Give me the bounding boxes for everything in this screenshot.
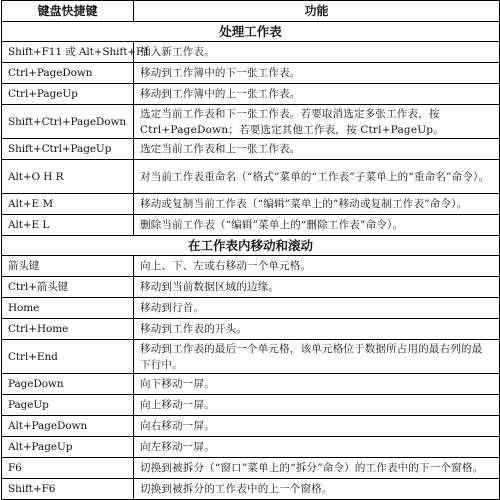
shortcut-function-cell: 向上移动一屏。 (134, 395, 500, 416)
key-column-header: 键盘快捷键 (2, 1, 134, 22)
shortcut-key-cell: 箭头键 (2, 256, 134, 277)
shortcut-key-cell: Alt+E L (2, 215, 134, 236)
table-row (2, 139, 500, 160)
shortcut-function-cell: 选定当前工作表和下一张工作表。若要取消选定多张工作表，按 Ctrl+PageDown；若要选定其他工作表，按 Ctrl+PageUp。 (134, 105, 500, 139)
shortcut-key-cell: F6 (2, 458, 134, 479)
table-row (2, 416, 500, 437)
shortcut-function-cell: 选定当前工作表和上一张工作表。 (134, 139, 500, 160)
shortcut-function-cell: 向下移动一屏。 (134, 374, 500, 395)
table-row (2, 298, 500, 319)
shortcut-key-cell: PageUp (2, 395, 134, 416)
shortcut-function-cell: 移动或复制当前工作表（“编辑”菜单上的“移动或复制工作表”命令）。 (134, 194, 500, 215)
shortcut-key-cell: Shift+F6 (2, 479, 134, 500)
shortcut-key-cell: Alt+E M (2, 194, 134, 215)
table-row (2, 479, 500, 500)
shortcut-key-cell: Alt+O H R (2, 160, 134, 194)
shortcut-key-cell: Alt+PageUp (2, 437, 134, 458)
shortcut-function-cell: 向左移动一屏。 (134, 437, 500, 458)
shortcut-key-cell: Home (2, 298, 134, 319)
table-row (2, 256, 500, 277)
section-title: 处理工作表 (2, 22, 500, 42)
shortcut-table (1, 0, 500, 500)
shortcut-function-cell: 移动到工作表的开头。 (134, 319, 500, 340)
shortcut-function-cell: 删除当前工作表（“编辑”菜单上的“删除工作表”命令）。 (134, 215, 500, 236)
table-row (2, 63, 500, 84)
table-row (2, 437, 500, 458)
shortcut-function-cell: 切换到被拆分的工作表中的上一个窗格。 (134, 479, 500, 500)
section-header-row (2, 22, 500, 42)
table-row (2, 277, 500, 298)
shortcut-function-cell: 移动到工作表的最后一个单元格，该单元格位于数据所占用的最右列的最下行中。 (134, 340, 500, 374)
table-row (2, 374, 500, 395)
table-row (2, 84, 500, 105)
shortcut-key-cell: PageDown (2, 374, 134, 395)
shortcut-function-cell: 移动到当前数据区域的边缘。 (134, 277, 500, 298)
shortcut-function-cell: 切换到被拆分（“窗口”菜单上的“拆分”命令）的工作表中的下一个窗格。 (134, 458, 500, 479)
table-row (2, 105, 500, 139)
section-header-row (2, 236, 500, 256)
shortcut-function-cell: 移动到行首。 (134, 298, 500, 319)
shortcut-key-cell: Ctrl+PageUp (2, 84, 134, 105)
shortcut-function-cell: 移动到工作簿中的上一张工作表。 (134, 84, 500, 105)
table-row (2, 160, 500, 194)
shortcut-function-cell: 对当前工作表重命名（“格式”菜单的“工作表”子菜单上的“重命名”命令）。 (134, 160, 500, 194)
shortcut-key-cell: Ctrl+PageDown (2, 63, 134, 84)
table-row (2, 458, 500, 479)
section-title: 在工作表内移动和滚动 (2, 236, 500, 256)
shortcut-key-cell: Ctrl+Home (2, 319, 134, 340)
shortcut-key-cell: Shift+F11 或 Alt+Shift+F1 (2, 42, 134, 63)
shortcut-function-cell: 移动到工作簿中的下一张工作表。 (134, 63, 500, 84)
table-row (2, 319, 500, 340)
function-column-header: 功能 (134, 1, 500, 22)
shortcut-function-cell: 插入新工作表。 (134, 42, 500, 63)
shortcut-key-cell: Ctrl+箭头键 (2, 277, 134, 298)
table-row (2, 340, 500, 374)
table-row (2, 42, 500, 63)
shortcut-function-cell: 向上、下、左或右移动一个单元格。 (134, 256, 500, 277)
shortcut-key-cell: Shift+Ctrl+PageUp (2, 139, 134, 160)
table-row (2, 395, 500, 416)
table-row (2, 194, 500, 215)
table-row (2, 215, 500, 236)
shortcut-function-cell: 向右移动一屏。 (134, 416, 500, 437)
table-header-row (2, 1, 500, 22)
shortcut-key-cell: Shift+Ctrl+PageDown (2, 105, 134, 139)
shortcut-key-cell: Alt+PageDown (2, 416, 134, 437)
shortcut-key-cell: Ctrl+End (2, 340, 134, 374)
